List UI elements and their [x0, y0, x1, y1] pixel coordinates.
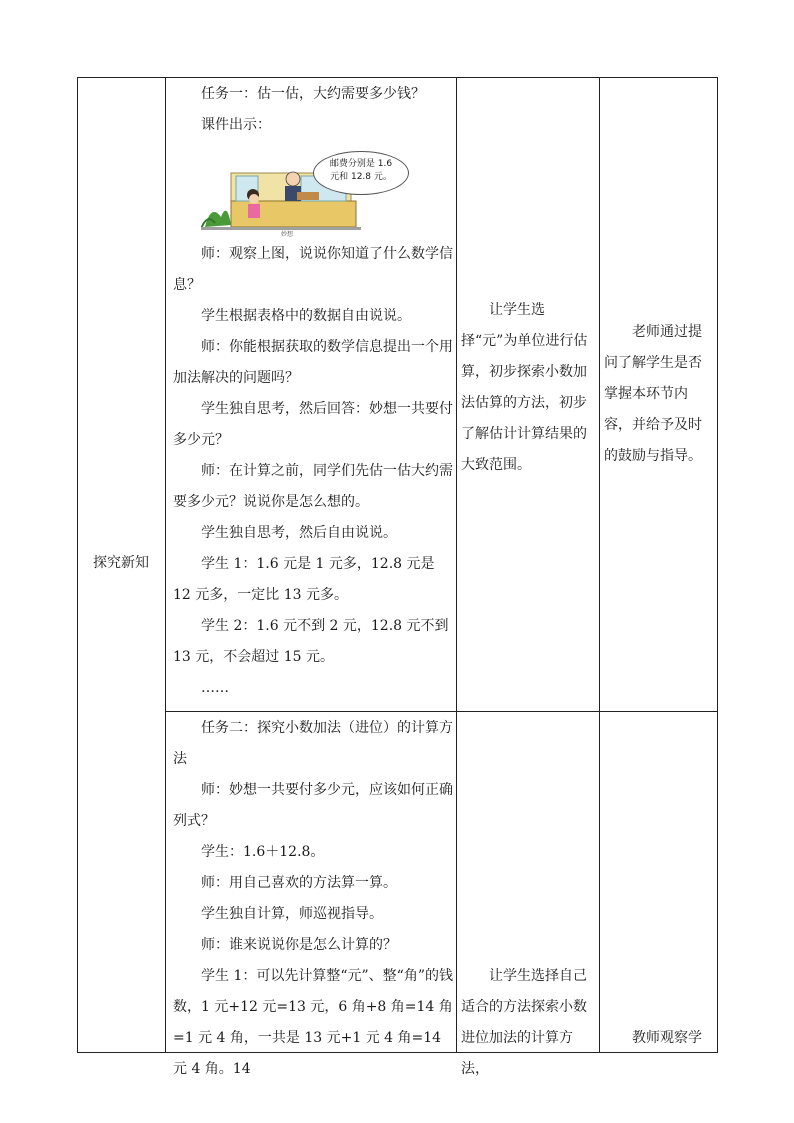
- task2-paragraph: 学生独自计算，师巡视指导。: [201, 906, 383, 922]
- image-caption: 妙想: [281, 231, 294, 238]
- task1-paragraph: 学生根据表格中的数据自由说说。: [201, 308, 411, 324]
- speech-bubble: [313, 151, 409, 195]
- task1-paragraph: 师：你能根据获取的数学信息提出一个用加法解决的问题吗？: [173, 339, 453, 386]
- task1-paragraph: 学生 2：1.6 元不到 2 元，12.8 元不到 13 元，不会超过 15 元。: [173, 618, 449, 665]
- post-office-illustration: [201, 143, 421, 238]
- task1-evaluation: 老师通过提问了解学生是否掌握本环节内容，并给予及时的鼓励与指导。: [604, 324, 702, 464]
- table-border-right: [717, 77, 718, 1053]
- task1-paragraph: ……: [201, 680, 229, 696]
- task1-intent: 让学生选择“元”为单位进行估算，初步探索小数加法估算的方法，初步了解估计计算结果的大致范围。: [461, 302, 588, 473]
- task2-process-cell: [173, 713, 453, 1085]
- task2-evaluation: 教师观察学: [632, 1030, 702, 1046]
- task2-intent: 让学生选择自己适合的方法探索小数进位加法的计算方法，: [461, 968, 587, 1077]
- task1-title: 任务一：估一估，大约需要多少钱？: [201, 86, 425, 102]
- task1-paragraph: 学生独自思考，然后回答：妙想一共要付多少元？: [173, 401, 453, 448]
- task1-evaluation-cell: [604, 317, 714, 472]
- task1-courseware-label: 课件出示：: [201, 117, 271, 133]
- task2-evaluation-cell: [604, 1023, 714, 1054]
- task1-paragraph: 学生 1：1.6 元是 1 元多，12.8 元是 12 元多，一定比 13 元多。: [173, 556, 435, 603]
- column-divider-3: [599, 77, 600, 1053]
- lesson-plan-table: [77, 77, 718, 1077]
- task2-intent-cell: [461, 961, 595, 1085]
- row-divider: [165, 711, 718, 712]
- task2-paragraph: 师：谁来说说你是怎么计算的？: [201, 937, 397, 953]
- task2-paragraph: 学生 1：可以先计算整“元”、整“角”的钱数，1 元+12 元=13 元，6 角+8 角=14 角=1 元 4 角，一共是 13 元+1 元 4 角=14 元 4 角。14: [173, 968, 453, 1077]
- stage-label: 探究新知: [93, 555, 149, 571]
- task2-paragraph: 学生：1.6＋12.8。: [201, 844, 325, 860]
- task2-paragraph: 师：用自己喜欢的方法算一算。: [201, 875, 397, 891]
- task2-paragraph: 任务二：探究小数加法（进位）的计算方法: [173, 720, 453, 767]
- column-divider-1: [165, 77, 166, 1053]
- table-border-top: [77, 77, 718, 78]
- column-divider-2: [456, 77, 457, 1053]
- task1-intent-cell: [461, 295, 595, 481]
- task1-paragraph: 师：在计算之前，同学们先估一估大约需要多少元？说说你是怎么想的。: [173, 463, 453, 510]
- bubble-line-2: 元和 12.8 元。: [330, 172, 392, 182]
- task1-process-cell: [173, 79, 453, 704]
- task1-paragraph: 学生独自思考，然后自由说说。: [201, 525, 397, 541]
- task1-paragraph: 师：观察上图，说说你知道了什么数学信息？: [173, 246, 453, 293]
- bubble-line-1: 邮费分别是 1.6: [329, 159, 393, 169]
- task2-paragraph: 师：妙想一共要付多少元，应该如何正确列式？: [173, 782, 453, 829]
